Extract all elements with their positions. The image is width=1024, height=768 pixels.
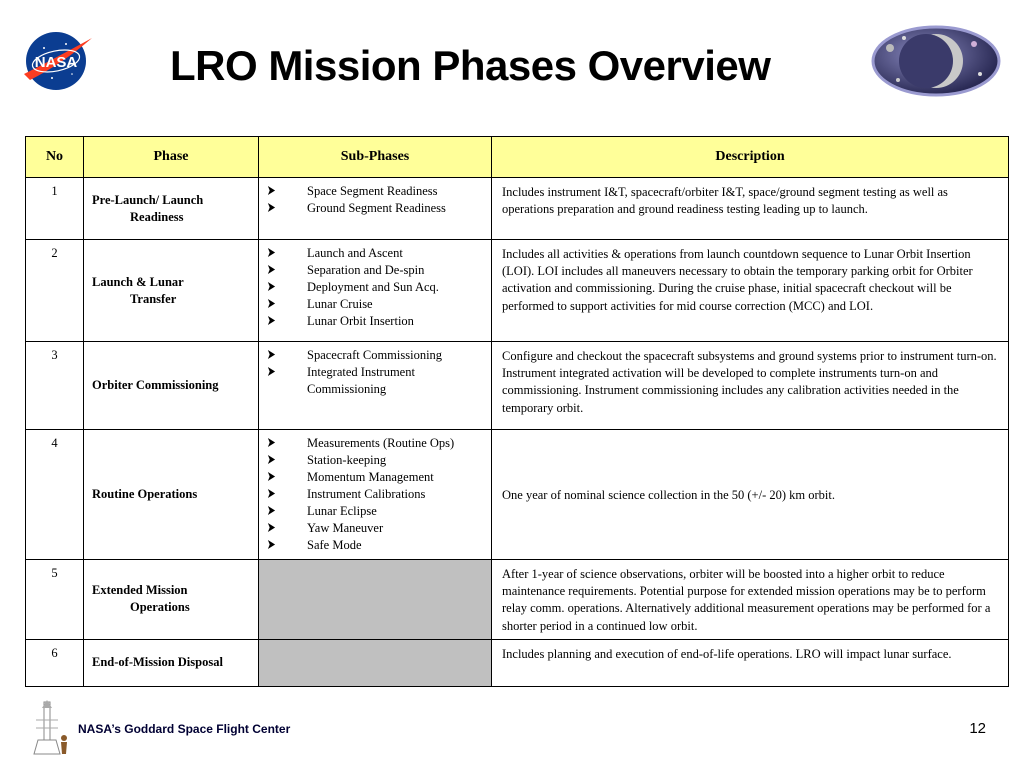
arrow-bullet-icon [267,347,307,364]
phase-name: Pre-Launch/ Launch [92,192,204,207]
description-cell: Configure and checkout the spacecraft subsystems and ground systems prior to instrument turn-on. Instrument integrated activation will be developed to complete instruments turn-on and commissioning. Instrument commissioning includes any calibration activities needed in the temporary orbit. [492,342,1009,430]
header-no: No [26,137,84,178]
list-item: Space Segment Readiness [267,183,487,200]
list-item: Safe Mode [267,537,487,554]
arrow-bullet-icon [267,262,307,279]
row-number: 6 [26,639,84,686]
page-number: 12 [969,720,986,737]
description-cell: Includes planning and execution of end-of-life operations. LRO will impact lunar surface. [492,639,1009,686]
phase-name: Launch & Lunar [92,274,184,289]
arrow-bullet-icon [267,435,307,452]
list-item: Integrated Instrument Commissioning [267,364,487,398]
arrow-bullet-icon [267,364,307,398]
sub-phases-cell [259,430,492,560]
arrow-bullet-icon [267,520,307,537]
sub-phases-cell-empty [259,560,492,640]
phase-name-cont: Readiness [130,209,184,224]
arrow-bullet-icon [267,486,307,503]
phase-name-cont: Transfer [130,291,177,306]
sub-phases-cell-empty [259,639,492,686]
header-phase: Phase [84,137,259,178]
arrow-bullet-icon [267,200,307,217]
description-cell: Includes instrument I&T, spacecraft/orbiter I&T, space/ground segment testing as well as operations preparation and ground readiness testing leading up to launch. [492,178,1009,240]
list-item: Measurements (Routine Ops) [267,435,487,452]
list-item: Momentum Management [267,469,487,486]
description-cell: One year of nominal science collection in the 50 (+/- 20) km orbit. [492,430,1009,560]
list-item: Lunar Orbit Insertion [267,313,487,330]
arrow-bullet-icon [267,452,307,469]
table-row [26,560,1009,640]
phase-name: Orbiter Commissioning [92,378,219,392]
phase-cell [84,560,259,640]
table-row [26,240,1009,342]
list-item: Deployment and Sun Acq. [267,279,487,296]
sub-phases-cell [259,240,492,342]
header-sub-phases: Sub-Phases [259,137,492,178]
phase-cell [84,639,259,686]
phase-cell [84,430,259,560]
arrow-bullet-icon [267,245,307,262]
goddard-logo [28,700,74,756]
arrow-bullet-icon [267,313,307,330]
row-number: 3 [26,342,84,430]
table-header-row [26,137,1009,178]
description-cell: After 1-year of science observations, orbiter will be boosted into a higher orbit to reduce maintenance requirements. Potential purpose for extended mission operations may be to perform relay comm. operations. Alternatively additional measurement operations may be performed for a shorter period in a continued low orbit. [492,560,1009,640]
row-number: 2 [26,240,84,342]
row-number: 1 [26,178,84,240]
list-item: Station-keeping [267,452,487,469]
list-item: Spacecraft Commissioning [267,347,487,364]
header-description: Description [492,137,1009,178]
description-cell: Includes all activities & operations from launch countdown sequence to Lunar Orbit Insertion (LOI). LOI includes all maneuvers necessary to obtain the temporary parking orbit for Orbiter activation and commissioning. During the cruise phase, initial spacecraft checkout will be performed to support activities for mid course correction (MCC) and LOI. [492,240,1009,342]
mission-phases-table [25,136,1009,687]
list-item: Separation and De-spin [267,262,487,279]
phase-name-cont: Operations [130,600,190,615]
arrow-bullet-icon [267,469,307,486]
page-title: LRO Mission Phases Overview [170,42,771,89]
list-item: Lunar Cruise [267,296,487,313]
table-row [26,342,1009,430]
arrow-bullet-icon [267,503,307,520]
phase-name: End-of-Mission Disposal [92,655,223,670]
phase-cell [84,240,259,342]
table-row [26,178,1009,240]
nasa-logo [22,30,94,92]
sub-phases-cell [259,178,492,240]
lro-logo [870,24,1002,98]
row-number: 5 [26,560,84,640]
nasa-logo-text: NASA [34,54,78,71]
table-row [26,639,1009,686]
arrow-bullet-icon [267,183,307,200]
phase-name: Extended Mission [92,583,188,598]
list-item: Lunar Eclipse [267,503,487,520]
row-number: 4 [26,430,84,560]
phase-cell [84,342,259,430]
phase-cell [84,178,259,240]
phase-name: Routine Operations [92,487,198,501]
arrow-bullet-icon [267,296,307,313]
arrow-bullet-icon [267,537,307,554]
list-item: Yaw Maneuver [267,520,487,537]
list-item: Ground Segment Readiness [267,200,487,217]
arrow-bullet-icon [267,279,307,296]
table-row [26,430,1009,560]
list-item: Instrument Calibrations [267,486,487,503]
footer-text: NASA’s Goddard Space Flight Center [78,722,291,736]
list-item: Launch and Ascent [267,245,487,262]
sub-phases-cell [259,342,492,430]
